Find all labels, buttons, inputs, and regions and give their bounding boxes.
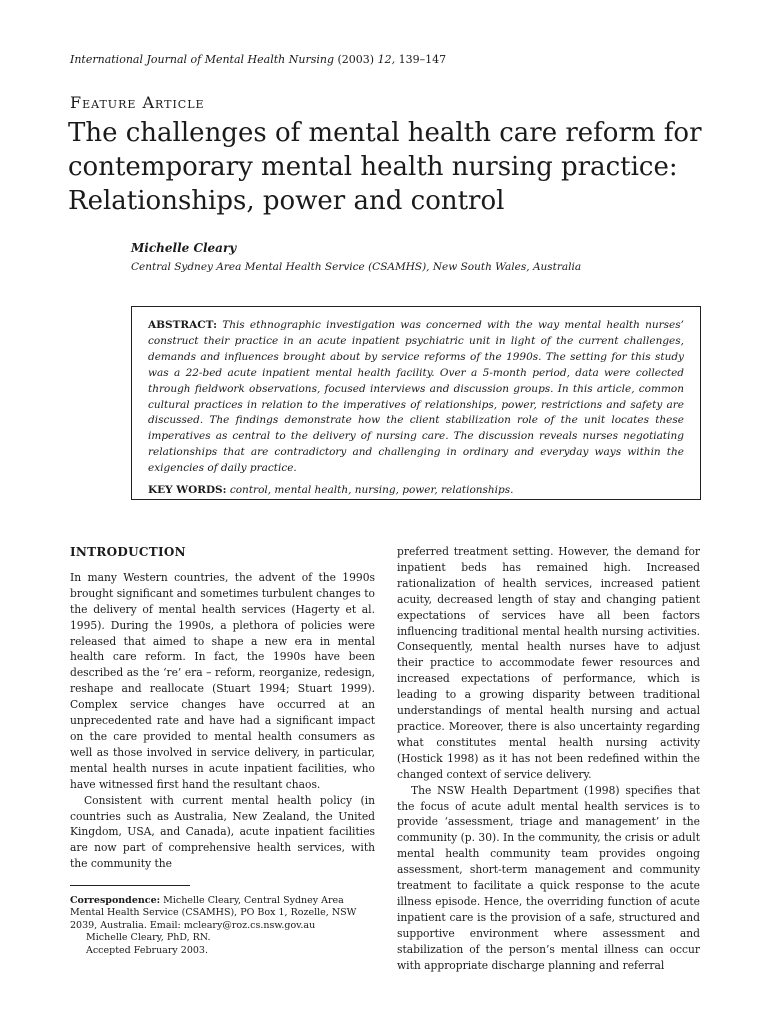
section-heading: INTRODUCTION <box>70 545 186 559</box>
right-column <box>397 544 700 973</box>
journal-name: International Journal of Mental Health Nursing <box>70 53 334 66</box>
paragraph: preferred treatment setting. However, the demand for inpatient beds has remained high. Increased rationalization of health services, increased patient acuity, decreased length of stay and changing patient expectations of services have all been factors influencing traditional mental health nursing activities. Consequently, mental health nurses have to adjust their practice to accommodate fewer resources and increased expectations of performance, which is leading to a growing disparity between traditional understandings of mental health nursing and actual practice. Moreover, there is also uncertainty regarding what constitutes mental health nursing activity (Hostick 1998) as it has not been redefined within the changed context of service delivery. <box>397 545 700 781</box>
accepted-date: Accepted February 2003. <box>86 944 208 956</box>
abstract-label: ABSTRACT: <box>148 319 217 331</box>
keywords-text: control, mental health, nursing, power, relationships. <box>229 484 514 497</box>
journal-volume: 12, <box>377 53 396 66</box>
keywords-label: KEY WORDS: <box>148 484 227 497</box>
author-name: Michelle Cleary <box>131 241 237 255</box>
correspondence-text: Michelle Cleary, Central Sydney Area Mental Health Service (CSAMHS), PO Box 1, Rozelle, NSW 2039, Australia. Email: mcleary@roz.cs.nsw.gov.au <box>70 895 357 931</box>
journal-citation <box>70 53 446 66</box>
abstract-text: This ethnographic investigation was concerned with the way mental health nurses’ construct their practice in an acute inpatient psychiatric unit in light of the current challenges, demands and influences brought about by service reforms of the 1990s. The setting for this study was a 22-bed acute inpatient mental health facility. Over a 5-month period, data were collected through fieldwork observations, focused interviews and discussion groups. In this article, common cultural practices in relation to the imperatives of relationships, power, restrictions and safety are discussed. The findings demonstrate how the client stabilization role of the unit locates these imperatives as central to the delivery of nursing care. The discussion reveals nurses negotiating relationships that are contradictory and challenging in ordinary and everyday ways within the exigencies of daily practice. <box>148 319 684 475</box>
correspondence-footnote <box>70 895 375 957</box>
article-title: The challenges of mental health care reform for contemporary mental health nursing practice: Relationships, power and control <box>68 118 702 216</box>
keywords <box>148 483 684 498</box>
paragraph: In many Western countries, the advent of the 1990s brought significant and sometimes turbulent changes to the delivery of mental health services (Hagerty et al. 1995). During the 1990s, a plethora of policies were released that aimed to shape a new era in mental health care reform. In fact, the 1990s have been described as the ‘re’ era – reform, reorganize, redesign, reshape and reallocate (Stuart 1994; Stuart 1999). Complex service changes have occurred at an unprecedented rate and have had a significant impact on the care provided to mental health consumers as well as those involved in service delivery, in particular, mental health nurses in acute inpatient facilities, who have witnessed first hand the resultant chaos. <box>70 570 375 791</box>
abstract-box <box>131 306 701 500</box>
journal-year: (2003) <box>337 53 375 66</box>
article-type: Feature Article <box>70 93 205 112</box>
abstract <box>148 318 684 477</box>
left-column <box>70 545 375 872</box>
author-credentials: Michelle Cleary, PhD, RN. <box>86 932 211 944</box>
paragraph: The NSW Health Department (1998) specifies that the focus of acute adult mental health services is to provide ‘assessment, triage and management’ in the community (p. 30). In the community, the crisis or adult mental health community team provides ongoing assessment, short-term management and community treatment to facilitate a quick response to the acute illness episode. Hence, the overriding function of acute inpatient care is the provision of a safe, structured and supportive environment where assessment and stabilization of the person’s mental illness can occur with appropriate discharge planning and referral <box>397 783 700 972</box>
journal-pages: 139–147 <box>398 53 447 66</box>
author-affiliation: Central Sydney Area Mental Health Service (CSAMHS), New South Wales, Australia <box>131 261 582 273</box>
footnote-divider <box>70 885 190 886</box>
correspondence-label: Correspondence: <box>70 895 161 906</box>
paragraph: Consistent with current mental health policy (in countries such as Australia, New Zealand, the United Kingdom, USA, and Canada), acute inpatient facilities are now part of comprehensive health services, with the community the <box>70 793 375 871</box>
